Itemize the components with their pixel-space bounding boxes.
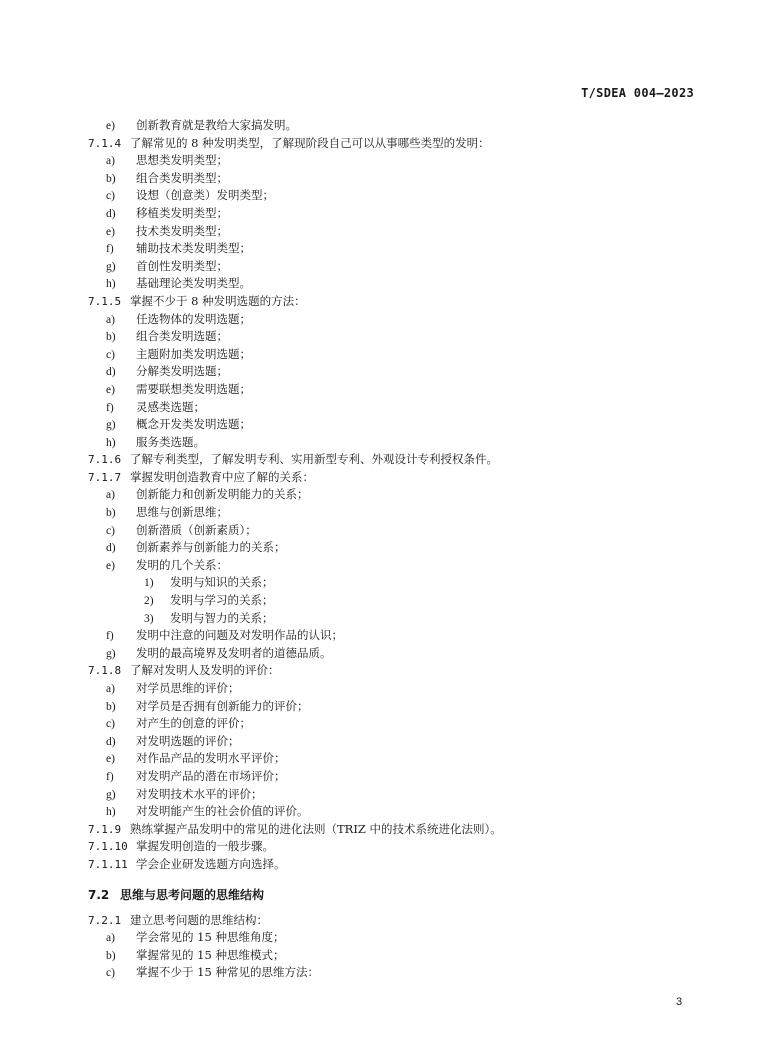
list-item [88, 486, 698, 504]
list-item-text: 主题附加类发明选题； [136, 346, 251, 361]
list-item [88, 929, 698, 947]
list-item-text: 发明中注意的问题及对发明作品的认识； [136, 628, 343, 643]
list-item-number: c) [106, 524, 115, 537]
clause-line-number: 7.1.7 [88, 470, 122, 484]
list-item [88, 328, 698, 346]
list-item-text: 发明的几个关系： [136, 557, 228, 572]
list-item-text: 对作品产品的发明水平评价； [136, 751, 286, 766]
list-item-text: 思想类发明类型； [136, 153, 228, 168]
sub-list-item-text: 发明与学习的关系； [170, 593, 274, 608]
list-item [88, 434, 698, 452]
clause-line [88, 469, 698, 487]
list-item-text: 对产生的创意的评价； [136, 716, 251, 731]
list-item-number: e) [106, 559, 115, 572]
list-item-text: 创新教育就是教给大家搞发明。 [136, 118, 297, 132]
sub-list-item [88, 592, 698, 610]
list-item-number: c) [106, 190, 115, 203]
clause-line-number: 7.1.11 [88, 857, 128, 871]
list-item [88, 381, 698, 399]
list-item-text: 创新素养与创新能力的关系； [136, 540, 286, 555]
sub-list-item-number: 2) [144, 595, 154, 608]
list-item-text: 创新潜质（创新素质）； [136, 522, 257, 537]
clause-line-text: 了解对发明人及发明的评价： [130, 663, 280, 678]
list-item-text: 学会常见的 15 种思维角度； [136, 930, 285, 945]
clause-line [88, 856, 698, 874]
list-item-number: d) [106, 366, 116, 379]
list-item-text: 任选物体的发明选题； [136, 311, 251, 326]
list-item-number: c) [106, 967, 115, 980]
list-item-number: b) [106, 949, 116, 962]
list-item-text: 对发明选题的评价； [136, 733, 240, 748]
list-item-number: c) [106, 348, 115, 361]
list-item [88, 786, 698, 804]
list-item-number: g) [106, 260, 116, 273]
list-item-text: 辅助技术类发明类型； [136, 241, 251, 256]
list-item-number: e) [106, 225, 115, 238]
list-item [88, 715, 698, 733]
list-item-text: 思维与创新思维； [136, 505, 228, 520]
list-item-text: 概念开发类发明选题； [136, 417, 251, 432]
list-item-text: 组合类发明选题； [136, 329, 228, 344]
sub-list-item-number: 1) [144, 577, 154, 590]
list-item-number: f) [106, 243, 114, 256]
list-item [88, 170, 698, 188]
list-item-number: e) [106, 383, 115, 396]
list-item [88, 117, 698, 135]
list-item [88, 240, 698, 258]
list-item-text: 对发明能产生的社会价值的评价。 [136, 804, 309, 819]
list-item-number: b) [106, 331, 116, 344]
list-item-number: d) [106, 207, 116, 220]
list-item-number: b) [106, 172, 116, 185]
sub-list-item-text: 发明与智力的关系； [170, 610, 274, 625]
list-item-number: a) [106, 683, 115, 695]
list-item-text: 组合类发明类型； [136, 170, 228, 185]
list-item-text: 灵感类选题； [136, 399, 205, 414]
list-item [88, 627, 698, 645]
list-item-text: 对学员是否拥有创新能力的评价； [136, 698, 309, 713]
list-item-text: 首创性发明类型； [136, 258, 228, 273]
list-item-number: e) [106, 120, 115, 132]
list-item-text: 掌握不少于 15 种常见的思维方法： [136, 965, 319, 980]
clause-line-text: 学会企业研发选题方向选择。 [136, 856, 286, 871]
clause-line-number: 7.1.6 [88, 453, 122, 467]
list-item-number: f) [106, 770, 114, 783]
list-item-number: e) [106, 753, 115, 766]
list-item [88, 750, 698, 768]
list-item [88, 363, 698, 381]
list-item [88, 205, 698, 223]
list-item-number: g) [106, 647, 116, 660]
document-body [88, 117, 698, 982]
list-item [88, 223, 698, 241]
list-item-text: 对学员思维的评价； [136, 681, 240, 695]
list-item-number: a) [106, 313, 115, 326]
list-item-number: a) [106, 489, 115, 502]
list-item [88, 399, 698, 417]
list-item [88, 698, 698, 716]
section-heading [88, 880, 698, 910]
list-item [88, 964, 698, 982]
clause-line-number: 7.1.4 [88, 136, 122, 150]
list-item-text: 需要联想类发明选题； [136, 381, 251, 396]
section-heading-number: 7.2 [88, 887, 110, 902]
list-item [88, 645, 698, 663]
list-item-text: 发明的最高境界及发明者的道德品质。 [136, 645, 332, 660]
clause-line-number: 7.1.5 [88, 294, 122, 308]
list-item [88, 504, 698, 522]
list-item [88, 557, 698, 575]
list-item-number: h) [106, 806, 116, 819]
list-item-text: 服务类选题。 [136, 434, 205, 449]
list-item-number: g) [106, 788, 116, 801]
list-item [88, 152, 698, 170]
list-item-number: g) [106, 419, 116, 432]
list-item [88, 680, 698, 698]
list-item [88, 733, 698, 751]
list-item-text: 移植类发明类型； [136, 205, 228, 220]
list-item-text: 对发明产品的潜在市场评价； [136, 768, 286, 783]
list-item [88, 522, 698, 540]
document-code-header: T/SDEA 004—2023 [581, 86, 694, 100]
sub-list-item-number: 3) [144, 612, 154, 625]
sub-list-item-text: 发明与知识的关系； [170, 575, 274, 590]
list-item-text: 技术类发明类型； [136, 223, 228, 238]
list-item [88, 947, 698, 965]
sub-list-item [88, 574, 698, 592]
clause-line-number: 7.1.9 [88, 822, 122, 836]
list-item [88, 768, 698, 786]
clause-line-number: 7.1.8 [88, 664, 122, 678]
clause-line [88, 821, 698, 839]
list-item-number: d) [106, 735, 116, 748]
sub-list-item [88, 610, 698, 628]
clause-line [88, 912, 698, 930]
list-item-number: b) [106, 507, 116, 520]
list-item [88, 803, 698, 821]
list-item [88, 187, 698, 205]
list-item-number: f) [106, 401, 114, 414]
section-heading-text: 思维与思考问题的思维结构 [120, 887, 265, 902]
list-item-text: 对发明技术水平的评价； [136, 786, 263, 801]
list-item-number: f) [106, 630, 114, 643]
clause-line [88, 662, 698, 680]
list-item [88, 539, 698, 557]
list-item-number: h) [106, 436, 116, 449]
clause-line [88, 293, 698, 311]
clause-line-text: 掌握发明创造教育中应了解的关系： [130, 469, 314, 484]
list-item-text: 创新能力和创新发明能力的关系； [136, 487, 309, 502]
list-item-number: a) [106, 155, 115, 168]
list-item [88, 258, 698, 276]
list-item-number: c) [106, 718, 115, 731]
clause-line-number: 7.1.10 [88, 840, 128, 854]
page-number: 3 [676, 996, 683, 1008]
list-item-number: a) [106, 932, 115, 945]
list-item-number: h) [106, 278, 116, 291]
clause-line [88, 838, 698, 856]
clause-line [88, 451, 698, 469]
list-item-text: 掌握常见的 15 种思维模式； [136, 947, 285, 962]
list-item [88, 275, 698, 293]
list-item-text: 基础理论类发明类型。 [136, 276, 251, 291]
clause-line-text: 熟练掌握产品发明中的常见的进化法则（TRIZ 中的技术系统进化法则）。 [130, 821, 502, 836]
list-item-text: 分解类发明选题； [136, 364, 228, 379]
clause-line-number: 7.2.1 [88, 913, 122, 927]
clause-line-text: 了解常见的 8 种发明类型，了解现阶段自己可以从事哪些类型的发明： [130, 135, 490, 150]
list-item-number: b) [106, 700, 116, 713]
list-item-number: d) [106, 542, 116, 555]
clause-line-text: 掌握不少于 8 种发明选题的方法： [130, 293, 306, 308]
clause-line-text: 建立思考问题的思维结构： [130, 912, 268, 927]
list-item [88, 346, 698, 364]
list-item [88, 311, 698, 329]
clause-line [88, 135, 698, 153]
list-item [88, 416, 698, 434]
clause-line-text: 了解专利类型，了解发明专利、实用新型专利、外观设计专利授权条件。 [130, 452, 498, 467]
list-item-text: 设想（创意类）发明类型； [136, 188, 274, 203]
clause-line-text: 掌握发明创造的一般步骤。 [136, 839, 274, 854]
